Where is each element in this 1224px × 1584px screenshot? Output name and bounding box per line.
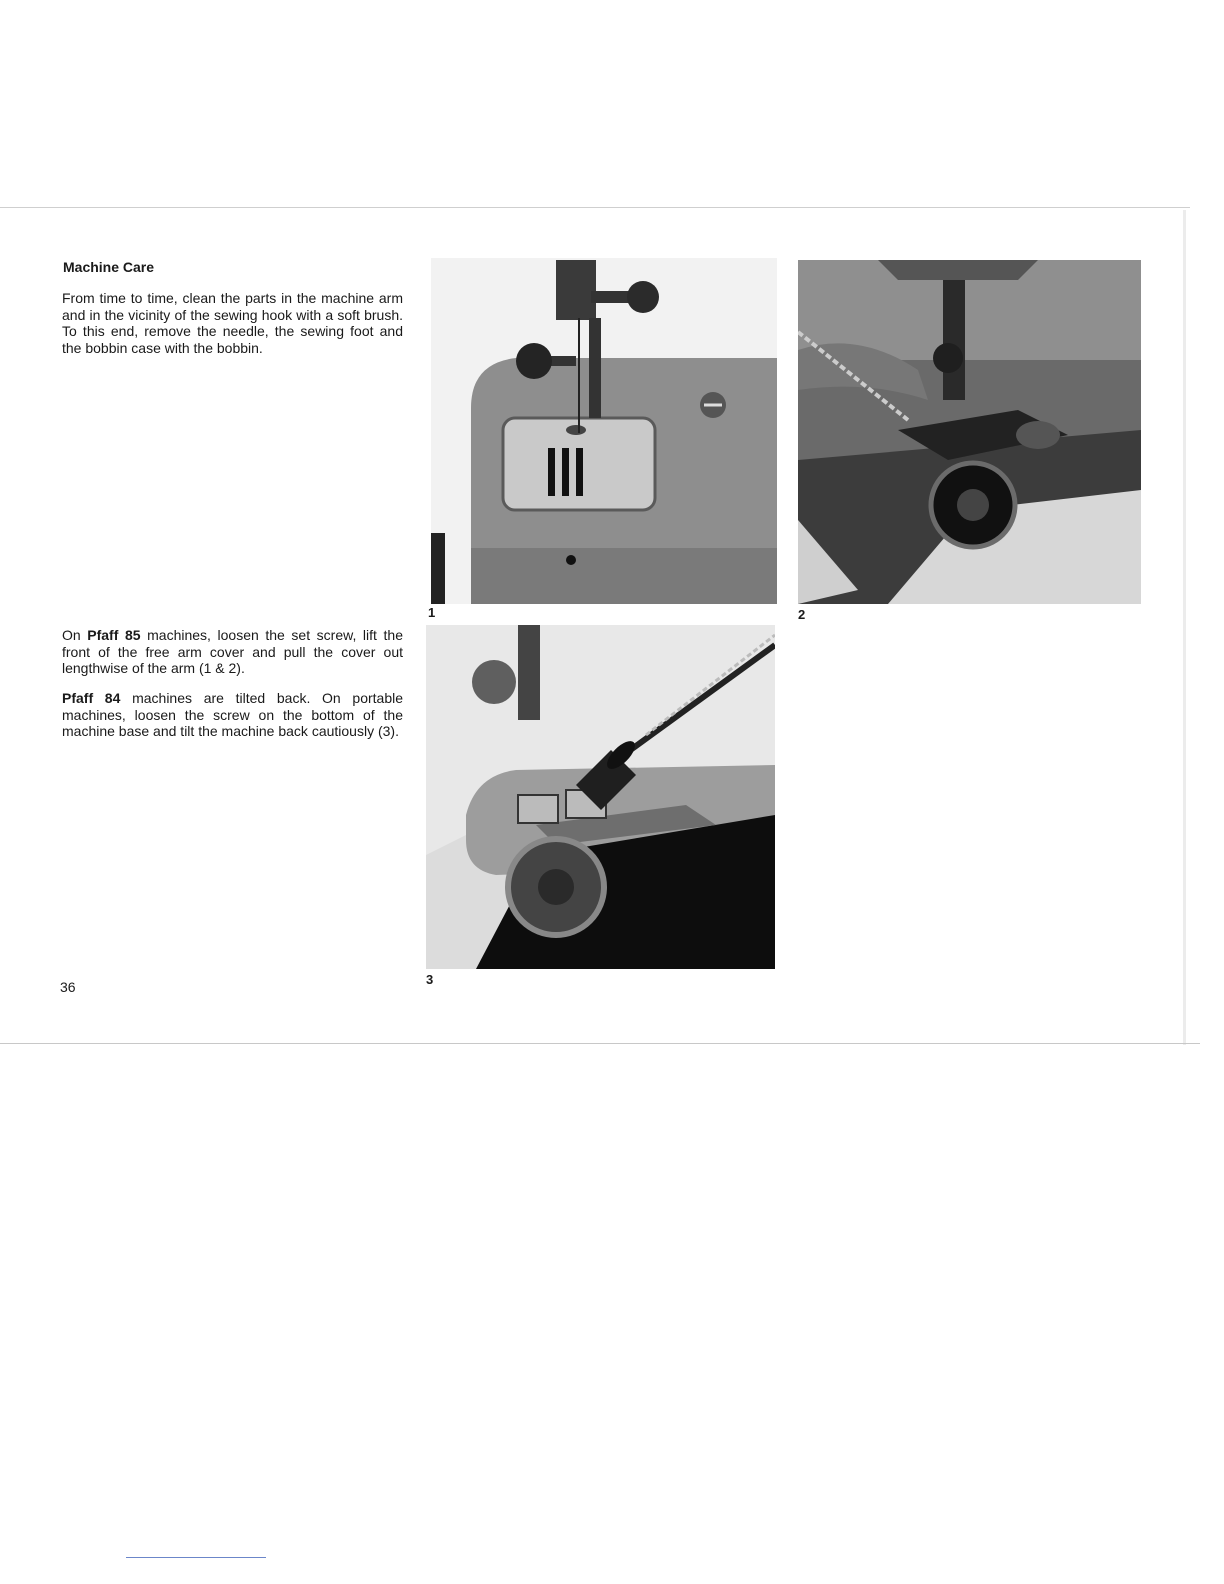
model-name-85: Pfaff 85 — [87, 627, 141, 643]
figure-3-label: 3 — [426, 972, 434, 987]
scan-edge-top — [0, 207, 1190, 208]
paragraph-body: machines are tilted back. On portable machines, loosen the screw on the bottom of the machine base and tilt the machine back cautiously (3). — [62, 690, 404, 739]
paragraph-body: machines, loosen the set screw, lift the front of the free arm cover and pull the cover out lengthwise of the arm (1 & 2). — [62, 627, 403, 676]
model-name-84: Pfaff 84 — [62, 690, 121, 706]
free-arm-cover-removed-photo — [798, 260, 1141, 604]
figure-1-photo — [431, 258, 777, 604]
paragraph-pfaff-84 — [62, 690, 403, 740]
paragraph-prefix: On — [62, 627, 88, 643]
page-number: 36 — [60, 979, 76, 995]
machine-tilted-back-brush-photo — [426, 625, 775, 969]
figure-2-label: 2 — [798, 607, 806, 622]
figure-3-photo — [426, 625, 775, 969]
scan-edge-right — [1183, 210, 1186, 1045]
paragraph-pfaff-85 — [62, 627, 403, 677]
paragraph-cleaning: From time to time, clean the parts in the machine arm and in the vicinity of the sewing hook with a soft brush. To this end, remove the needle, the sewing foot and the bobbin case with the bobbin. — [62, 290, 403, 356]
figure-2-photo — [798, 260, 1141, 604]
figure-1-label: 1 — [428, 605, 436, 620]
footer-rule — [126, 1557, 266, 1558]
sewing-machine-needle-plate-photo — [431, 258, 777, 604]
section-heading: Machine Care — [63, 259, 155, 275]
scan-edge-bottom — [0, 1043, 1200, 1044]
